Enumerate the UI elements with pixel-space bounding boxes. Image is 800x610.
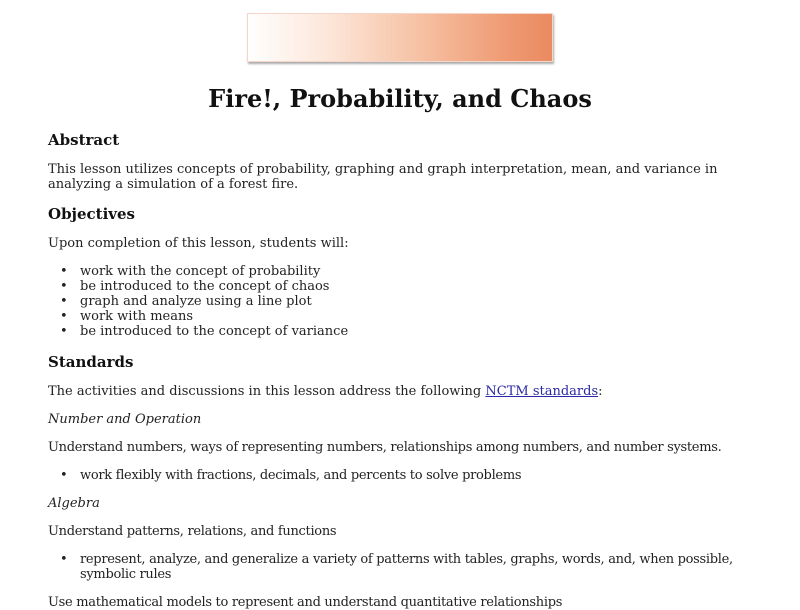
algebra-title: Algebra [48, 496, 100, 511]
algebra-statement: Understand patterns, relations, and functions [48, 524, 337, 539]
standards-intro-text: The activities and discussions in this lesson address the following [48, 384, 486, 399]
objective-item: • graph and analyze using a line plot [80, 294, 752, 309]
standard-section-title [48, 496, 752, 511]
algebra-list [48, 552, 752, 582]
banner-container [48, 0, 752, 67]
page-title: Fire!, Probability, and Chaos [208, 84, 592, 113]
number-operation-list [48, 468, 752, 483]
objective-item: • be introduced to the concept of variance [80, 324, 752, 339]
standard-section-title [48, 412, 752, 427]
abstract-heading: Abstract [48, 131, 120, 149]
objectives-intro: Upon completion of this lesson, students will: [48, 236, 349, 251]
gradient-banner-image [247, 13, 553, 62]
standards-intro-punct: : [598, 384, 603, 399]
objectives-list [48, 264, 752, 339]
objective-item: • work with the concept of probability [80, 264, 752, 279]
standards-heading: Standards [48, 353, 134, 371]
abstract-text: This lesson utilizes concepts of probability, graphing and graph interpretation, mean, and variance in analyzing a simulation of a forest fire. [48, 162, 718, 192]
standard-item: • work flexibly with fractions, decimals, and percents to solve problems [80, 468, 752, 483]
number-operation-statement: Understand numbers, ways of representing numbers, relationships among numbers, and number systems. [48, 440, 722, 455]
standards-intro [48, 384, 752, 399]
objectives-heading: Objectives [48, 205, 135, 223]
standard-item: • represent, analyze, and generalize a variety of patterns with tables, graphs, words, and, when possible, symbolic rules [80, 552, 752, 582]
algebra-next-statement: Use mathematical models to represent and understand quantitative relationships [48, 595, 563, 610]
objective-item: • work with means [80, 309, 752, 324]
nctm-standards-link[interactable]: NCTM standards [485, 384, 599, 399]
objective-item: • be introduced to the concept of chaos [80, 279, 752, 294]
number-operation-title: Number and Operation [48, 412, 202, 427]
